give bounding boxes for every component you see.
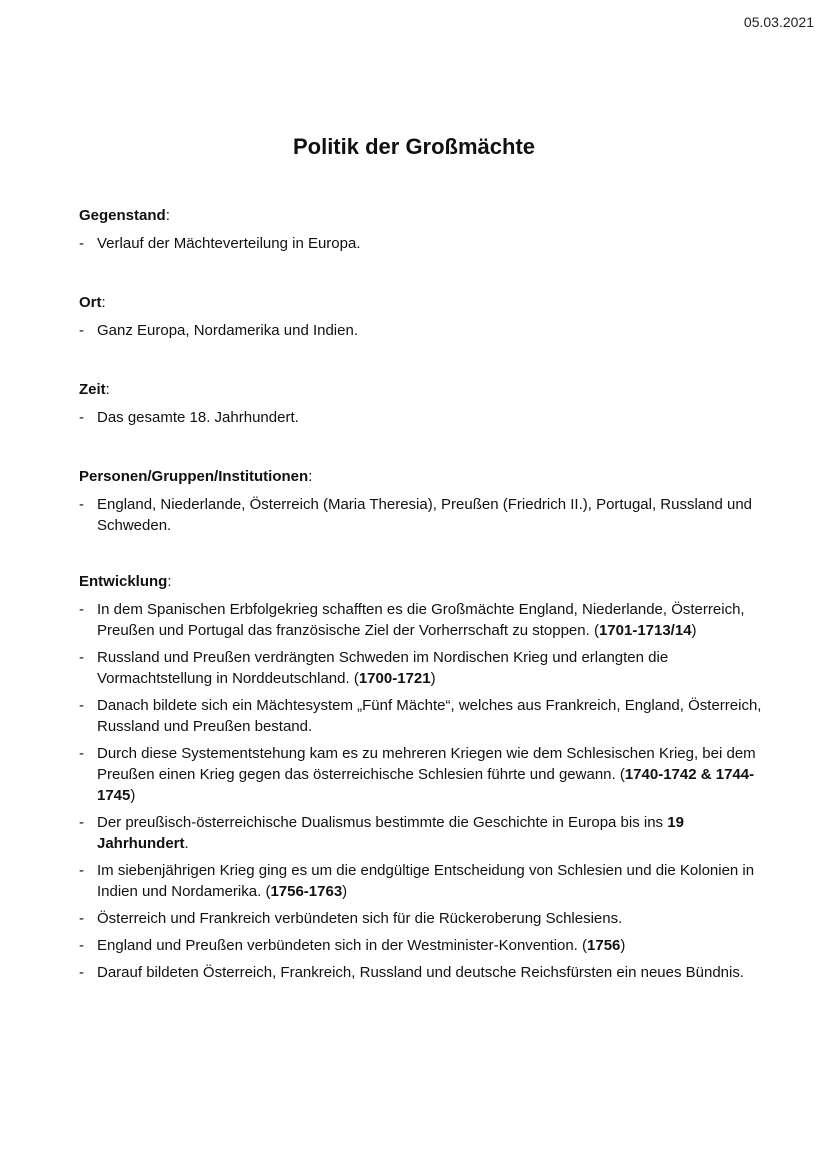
section-heading-label: Entwicklung xyxy=(79,573,168,590)
list-item: - Das gesamte 18. Jahrhundert. xyxy=(79,409,299,426)
list-item-text: Darauf bildeten Österreich, Frankreich, Russland und deutsche Reichsfürsten ein neues Bündnis. xyxy=(97,964,745,981)
list-item-text: England, Niederlande, Österreich (Maria Theresia), Preußen (Friedrich II.), Portugal, Russland und Schweden. xyxy=(97,496,753,534)
list-item: - Durch diese Systementstehung kam es zu mehreren Kriegen wie dem Schlesischen Krieg, bei dem Preußen einen Krieg gegen das österreichische Schlesien führte und gewann. (1740-1742 & 1744-1745) xyxy=(79,745,756,804)
section-heading: Personen/Gruppen/Institutionen: xyxy=(79,468,313,485)
date-range: 1700-1721 xyxy=(358,670,431,687)
bullet-list xyxy=(79,599,769,983)
list-item: - Darauf bildeten Österreich, Frankreich, Russland und deutsche Reichsfürsten ein neues Bündnis. xyxy=(79,964,745,981)
section-zeit xyxy=(79,380,769,428)
document-body xyxy=(79,206,769,989)
bullet-list xyxy=(79,407,769,428)
list-item: - Verlauf der Mächteverteilung in Europa. xyxy=(79,235,361,252)
list-item-text: Danach bildete sich ein Mächtesystem „Fünf Mächte“, welches aus Frankreich, England, Österreich, Russland und Preußen bestand. xyxy=(97,697,762,735)
list-item-text: In dem Spanischen Erbfolgekrieg schafften es die Großmächte England, Niederlande, Österreich, Preußen und Portugal das französische Ziel der Vorherrschaft zu stoppen. xyxy=(97,601,745,639)
section-heading-label: Gegenstand xyxy=(79,207,166,224)
date-range: 1740-1742 & 1744-1745 xyxy=(97,766,755,804)
list-item-text: Österreich und Frankreich verbündeten sich für die Rückeroberung Schlesiens. xyxy=(97,910,623,927)
list-item: - Österreich und Frankreich verbündeten sich für die Rückeroberung Schlesiens. xyxy=(79,910,623,927)
list-item: - In dem Spanischen Erbfolgekrieg schafften es die Großmächte England, Niederlande, Österreich, Preußen und Portugal das französische Ziel der Vorherrschaft zu stoppen. (1701-1713/14) xyxy=(79,601,745,639)
date-range: 1756 xyxy=(587,937,621,954)
section-heading-label: Ort xyxy=(79,294,102,311)
list-item-text: Durch diese Systementstehung kam es zu mehreren Kriegen wie dem Schlesischen Krieg, bei dem Preußen einen Krieg gegen das österreichische Schlesien führte und gewann. xyxy=(97,745,756,783)
section-heading: Gegenstand: xyxy=(79,207,170,224)
list-item: - Ganz Europa, Nordamerika und Indien. xyxy=(79,322,358,339)
bullet-list xyxy=(79,233,769,254)
list-item: - England, Niederlande, Österreich (Maria Theresia), Preußen (Friedrich II.), Portugal, Russland und Schweden. xyxy=(79,496,753,534)
list-item: - Russland und Preußen verdrängten Schweden im Nordischen Krieg und erlangten die Vormachtstellung in Norddeutschland. (1700-1721) xyxy=(79,649,669,687)
section-heading: Zeit: xyxy=(79,381,110,398)
century-label: 19 Jahrhundert xyxy=(97,814,684,852)
bullet-list xyxy=(79,494,769,536)
list-item-text: England und Preußen verbündeten sich in der Westminister-Konvention. xyxy=(97,937,583,954)
list-item-text: Ganz Europa, Nordamerika und Indien. xyxy=(97,322,358,339)
list-item-text: Im siebenjährigen Krieg ging es um die endgültige Entscheidung von Schlesien und die Kolonien in Indien und Nordamerika. xyxy=(97,862,755,900)
list-item: - England und Preußen verbündeten sich in der Westminister-Konvention. (1756) xyxy=(79,937,626,954)
list-item-text: Russland und Preußen verdrängten Schweden im Nordischen Krieg und erlangten die Vormachtstellung in Norddeutschland. xyxy=(97,649,669,687)
section-ort xyxy=(79,293,769,341)
section-heading-label: Personen/Gruppen/Institutionen xyxy=(79,468,309,485)
section-heading: Ort: xyxy=(79,294,106,311)
list-item: - Im siebenjährigen Krieg ging es um die endgültige Entscheidung von Schlesien und die Kolonien in Indien und Nordamerika. (1756-1763) xyxy=(79,862,755,900)
section-entwicklung xyxy=(79,572,769,983)
bullet-list xyxy=(79,320,769,341)
section-gegenstand xyxy=(79,206,769,254)
date-range: 1756-1763 xyxy=(270,883,343,900)
list-item: - Danach bildete sich ein Mächtesystem „Fünf Mächte“, welches aus Frankreich, England, Österreich, Russland und Preußen bestand. xyxy=(79,697,762,735)
list-item-text: Das gesamte 18. Jahrhundert. xyxy=(97,409,299,426)
page-title: Politik der Großmächte xyxy=(292,134,536,159)
list-item: - Der preußisch-österreichische Dualismus bestimmte die Geschichte in Europa bis ins 19 Jahrhundert. xyxy=(79,814,684,852)
section-personen xyxy=(79,467,769,536)
list-item-text: Der preußisch-österreichische Dualismus bestimmte die Geschichte in Europa bis ins xyxy=(97,814,668,831)
section-heading-label: Zeit xyxy=(79,381,106,398)
date-range: 1701-1713/14 xyxy=(598,622,692,639)
section-heading: Entwicklung: xyxy=(79,573,172,590)
list-item-text: Verlauf der Mächteverteilung in Europa. xyxy=(97,235,361,252)
document-date: 05.03.2021 xyxy=(743,14,814,30)
